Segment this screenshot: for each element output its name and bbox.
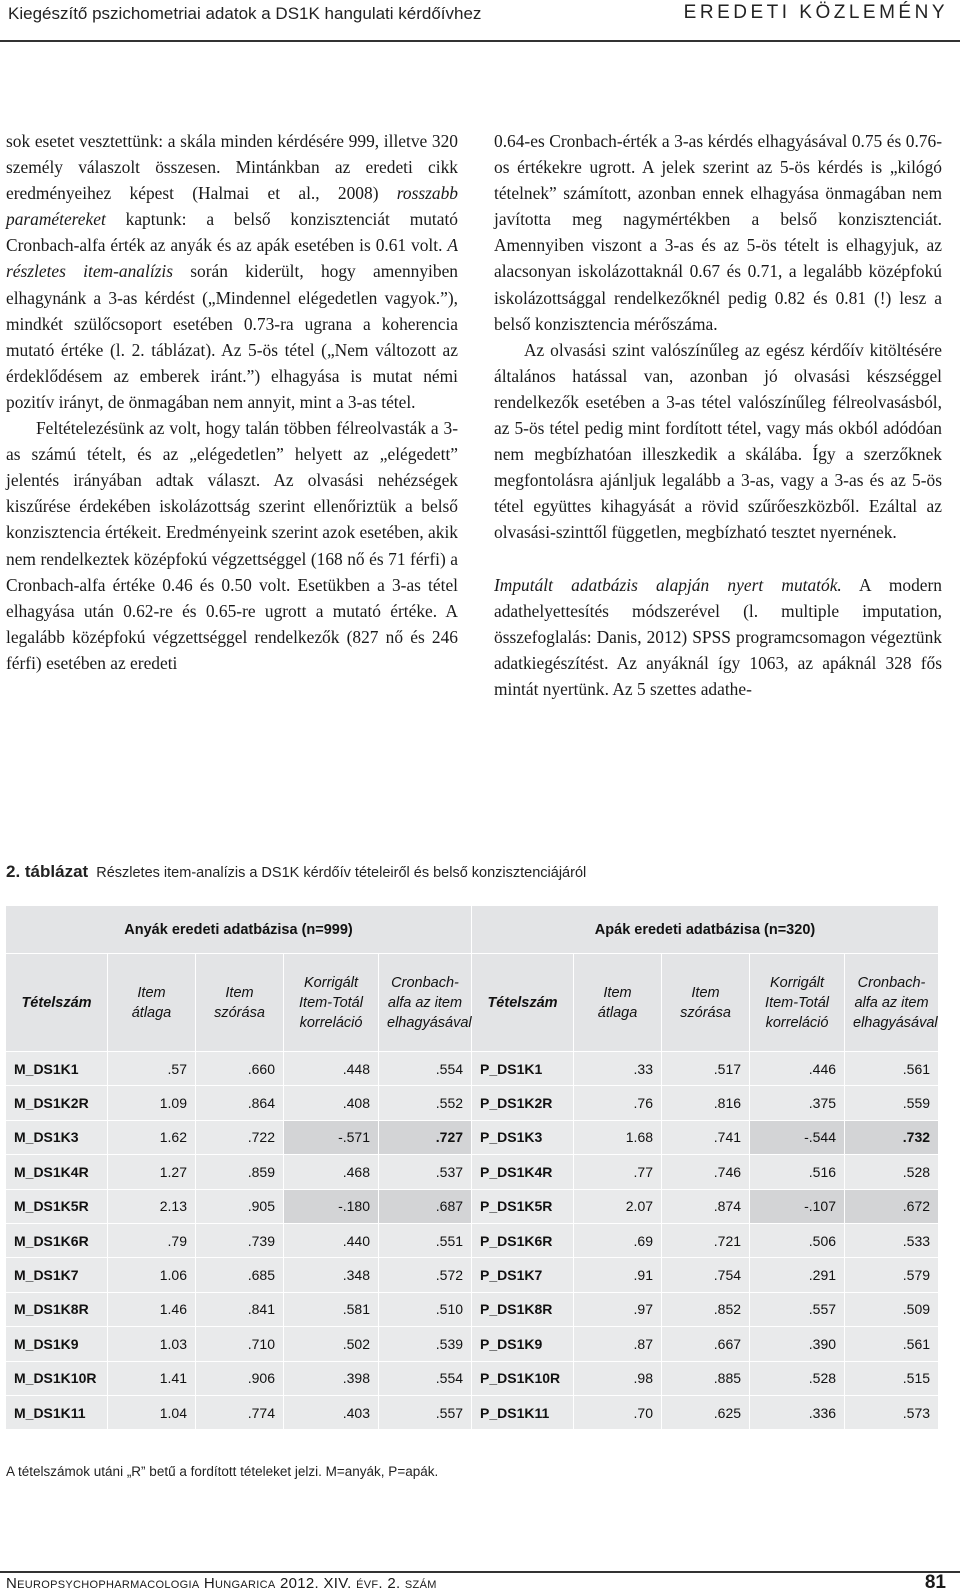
col-header-mean: Item átlaga — [108, 954, 196, 1052]
sd-cell: .746 — [662, 1155, 750, 1189]
table-row — [6, 1292, 939, 1326]
mean-cell: .33 — [574, 1052, 662, 1086]
alpha-cell: .687 — [379, 1189, 472, 1223]
right-paragraph-1: 0.64-es Cronbach-érték a 3-as kérdés elhagyásával 0.75 és 0.76-os értékekre ugrott. A jelek szerint az 5-ös kérdés is „kilógó tételnek” számított, azonban ennek elhagyása önmagában nem javította meg nagymértékben a belső konzisztenciát. Amennyiben viszont a 3-as és az 5-ös tételt is elhagyjuk, az alacsonyan iskolázottaknál 0.67 és 0.71, a legalább középfokú iskolázottsággal rendelkezőknél pedig 0.82 és 0.81 (!) lesz a belső konzisztencia mérőszáma. — [494, 131, 942, 334]
page-footer — [0, 1560, 960, 1593]
alpha-cell: .554 — [379, 1361, 472, 1395]
mean-cell: 1.68 — [574, 1120, 662, 1154]
alpha-cell: .552 — [379, 1086, 472, 1120]
corr-cell: .291 — [750, 1258, 845, 1292]
sd-cell: .905 — [196, 1189, 284, 1223]
col-header-corr: Korrigált Item-Totál korreláció — [750, 954, 845, 1052]
table-row — [6, 1155, 939, 1189]
corr-cell: .448 — [284, 1052, 379, 1086]
mean-cell: .91 — [574, 1258, 662, 1292]
item-id-cell: M_DS1K9 — [6, 1327, 108, 1361]
item-id-cell: M_DS1K7 — [6, 1258, 108, 1292]
alpha-cell: .573 — [845, 1395, 939, 1429]
corr-cell: .398 — [284, 1361, 379, 1395]
sd-cell: .739 — [196, 1223, 284, 1257]
table-note: A tételszámok utáni „R” betű a fordított tételeket jelzi. M=anyák, P=apák. — [6, 1464, 439, 1479]
table-row — [6, 1223, 939, 1257]
alpha-cell: .537 — [379, 1155, 472, 1189]
col-header-sd: Item szórása — [662, 954, 750, 1052]
mean-cell: 1.04 — [108, 1395, 196, 1429]
table-row — [6, 1258, 939, 1292]
table-row — [6, 1395, 939, 1429]
item-id-cell: P_DS1K1 — [472, 1052, 574, 1086]
corr-cell: -.571 — [284, 1120, 379, 1154]
mean-cell: 1.09 — [108, 1086, 196, 1120]
col-header-alpha: Cronbach-alfa az item elhagyásával — [379, 954, 472, 1052]
italic-run: Imputált adatbázis alapján nyert mutatók. — [494, 574, 842, 595]
corr-cell: .502 — [284, 1327, 379, 1361]
item-analysis-table — [5, 905, 939, 1430]
alpha-cell: .528 — [845, 1155, 939, 1189]
item-id-cell: M_DS1K11 — [6, 1395, 108, 1429]
mean-cell: 2.07 — [574, 1189, 662, 1223]
corr-cell: .528 — [750, 1361, 845, 1395]
sd-cell: .852 — [662, 1292, 750, 1326]
left-paragraph-2: Feltételezésünk az volt, hogy talán többen félreolvasták a 3-as számú tételt, és az „elégedetlen” helyett az „elégedett” jelentés irányában adtak választ. Az olvasási nehézségek kiszűrése érdekében iskolázottság szerint ellenőriztük a belső konzisztencia értékeit. Eredményeink szerint azok esetében, akik nem rendelkeztek középfokú végzettséggel (168 nő és 71 férfi) a Cronbach-alfa értéke 0.46 és 0.50 volt. Esetükben a 3-as tétel elhagyása után 0.62-re és 0.65-re ugrott a mutató értéke. A legalább középfokú végzettséggel rendelkezők (827 nő és 246 férfi) esetében az eredeti — [6, 418, 458, 673]
corr-cell: .408 — [284, 1086, 379, 1120]
alpha-cell: .533 — [845, 1223, 939, 1257]
table-row — [6, 1052, 939, 1086]
page-number: 81 — [924, 1572, 946, 1593]
col-header-mean: Item átlaga — [574, 954, 662, 1052]
mean-cell: .70 — [574, 1395, 662, 1429]
alpha-cell: .510 — [379, 1292, 472, 1326]
text-run: kaptunk: a belső konzisztenciát mutató Cronbach-alfa érték az anyák és az apák esetében is 0.61 volt. — [6, 209, 458, 256]
table-number: 2. táblázat — [6, 862, 89, 881]
right-paragraph-3 — [494, 572, 942, 702]
sd-cell: .874 — [662, 1189, 750, 1223]
item-id-cell: M_DS1K3 — [6, 1120, 108, 1154]
column-header-row — [6, 954, 939, 1052]
item-id-cell: P_DS1K5R — [472, 1189, 574, 1223]
sd-cell: .625 — [662, 1395, 750, 1429]
item-id-cell: P_DS1K9 — [472, 1327, 574, 1361]
corr-cell: .557 — [750, 1292, 845, 1326]
sd-cell: .816 — [662, 1086, 750, 1120]
alpha-cell: .732 — [845, 1120, 939, 1154]
item-id-cell: M_DS1K5R — [6, 1189, 108, 1223]
left-text-column — [6, 128, 458, 676]
alpha-cell: .509 — [845, 1292, 939, 1326]
right-paragraph-2: Az olvasási szint valószínűleg az egész kérdőív kitöltésére általános hatással van, azonban jó olvasási készséggel rendelkezők esetében a 3-as tétel valószínűleg félreolvasásból, az 5-ös tétel pedig mint fordított tétel, vagy más okból adódóan nem megbízhatóan illeszkedik a skálába. Így a szerzőknek megfontolásra ajánljuk legalább a 3-as, vagy a 3-as és az 5-ös tétel együttes kihagyását a rövid szűrőeszközből. Ezáltal az olvasási-szinttől független, megbízható tesztet nyernének. — [494, 339, 942, 543]
item-id-cell: M_DS1K8R — [6, 1292, 108, 1326]
table-row — [6, 1327, 939, 1361]
mean-cell: .69 — [574, 1223, 662, 1257]
item-id-cell: P_DS1K8R — [472, 1292, 574, 1326]
mean-cell: .87 — [574, 1327, 662, 1361]
alpha-cell: .557 — [379, 1395, 472, 1429]
corr-cell: .375 — [750, 1086, 845, 1120]
item-id-cell: M_DS1K10R — [6, 1361, 108, 1395]
sd-cell: .906 — [196, 1361, 284, 1395]
sd-cell: .864 — [196, 1086, 284, 1120]
sd-cell: .685 — [196, 1258, 284, 1292]
text-run: során kiderült, hogy amennyiben elhagynánk a 3-as kérdést („Mindennel elégedetlen vagyok.”), mindkét szülőcsoport esetében 0.73-ra ugrana a koherencia mutató értéke (l. 2. táblázat). Az 5-ös tétel („Nem változott az érdeklődésem az emberek iránt.”) elhagyása is mutat némi pozitív irányt, de önmagában nem annyit, mint a 3-as tétel. — [6, 261, 458, 412]
col-header-id: Tételszám — [6, 954, 108, 1052]
corr-cell: .506 — [750, 1223, 845, 1257]
sd-cell: .722 — [196, 1120, 284, 1154]
item-id-cell: M_DS1K6R — [6, 1223, 108, 1257]
table-row — [6, 1189, 939, 1223]
corr-cell: -.180 — [284, 1189, 379, 1223]
alpha-cell: .672 — [845, 1189, 939, 1223]
item-id-cell: P_DS1K2R — [472, 1086, 574, 1120]
group-header-mothers: Anyák eredeti adatbázisa (n=999) — [6, 906, 472, 954]
corr-cell: -.544 — [750, 1120, 845, 1154]
alpha-cell: .559 — [845, 1086, 939, 1120]
col-header-sd: Item szórása — [196, 954, 284, 1052]
text-run: sok esetet vesztettünk: a skála minden kérdésére 999, illetve 320 személy válaszolt összesen. Mintánkban az eredeti cikk eredményeihez képest (Halmai et al., 2008) — [6, 131, 458, 204]
item-id-cell: P_DS1K4R — [472, 1155, 574, 1189]
mean-cell: .98 — [574, 1361, 662, 1395]
sd-cell: .710 — [196, 1327, 284, 1361]
alpha-cell: .561 — [845, 1052, 939, 1086]
table-row — [6, 1086, 939, 1120]
running-title: Kiegészítő pszichometriai adatok a DS1K hangulati kérdőívhez — [8, 4, 482, 23]
italic-run: rosszabb paramétereket — [6, 183, 458, 230]
sd-cell: .721 — [662, 1223, 750, 1257]
item-id-cell: P_DS1K11 — [472, 1395, 574, 1429]
alpha-cell: .579 — [845, 1258, 939, 1292]
item-id-cell: P_DS1K3 — [472, 1120, 574, 1154]
mean-cell: .57 — [108, 1052, 196, 1086]
sd-cell: .841 — [196, 1292, 284, 1326]
alpha-cell: .539 — [379, 1327, 472, 1361]
sd-cell: .517 — [662, 1052, 750, 1086]
sd-cell: .754 — [662, 1258, 750, 1292]
right-text-column — [494, 128, 942, 702]
left-paragraph-1 — [6, 128, 458, 415]
sd-cell: .859 — [196, 1155, 284, 1189]
mean-cell: 1.27 — [108, 1155, 196, 1189]
table-row — [6, 1120, 939, 1154]
corr-cell: .581 — [284, 1292, 379, 1326]
alpha-cell: .727 — [379, 1120, 472, 1154]
alpha-cell: .572 — [379, 1258, 472, 1292]
footer-rule — [0, 1571, 960, 1573]
corr-cell: .468 — [284, 1155, 379, 1189]
mean-cell: 1.41 — [108, 1361, 196, 1395]
item-id-cell: M_DS1K4R — [6, 1155, 108, 1189]
corr-cell: .516 — [750, 1155, 845, 1189]
section-label: EREDETI KÖZLEMÉNY — [683, 2, 948, 23]
sd-cell: .774 — [196, 1395, 284, 1429]
table-caption — [6, 862, 586, 882]
mean-cell: 2.13 — [108, 1189, 196, 1223]
sd-cell: .660 — [196, 1052, 284, 1086]
corr-cell: .446 — [750, 1052, 845, 1086]
sd-cell: .741 — [662, 1120, 750, 1154]
mean-cell: 1.03 — [108, 1327, 196, 1361]
corr-cell: .403 — [284, 1395, 379, 1429]
mean-cell: .97 — [574, 1292, 662, 1326]
alpha-cell: .551 — [379, 1223, 472, 1257]
corr-cell: .440 — [284, 1223, 379, 1257]
sd-cell: .885 — [662, 1361, 750, 1395]
mean-cell: 1.46 — [108, 1292, 196, 1326]
alpha-cell: .561 — [845, 1327, 939, 1361]
item-id-cell: P_DS1K7 — [472, 1258, 574, 1292]
mean-cell: 1.06 — [108, 1258, 196, 1292]
group-header-row — [6, 906, 939, 954]
col-header-id: Tételszám — [472, 954, 574, 1052]
item-id-cell: M_DS1K1 — [6, 1052, 108, 1086]
mean-cell: .77 — [574, 1155, 662, 1189]
corr-cell: .390 — [750, 1327, 845, 1361]
mean-cell: .79 — [108, 1223, 196, 1257]
alpha-cell: .554 — [379, 1052, 472, 1086]
col-header-alpha: Cronbach-alfa az item elhagyásával — [845, 954, 939, 1052]
sd-cell: .667 — [662, 1327, 750, 1361]
item-id-cell: P_DS1K6R — [472, 1223, 574, 1257]
corr-cell: -.107 — [750, 1189, 845, 1223]
running-header — [0, 0, 960, 42]
journal-name: Neuropsychopharmacologia Hungarica 2012. XIV. évf. 2. szám — [6, 1575, 437, 1592]
table-title: Részletes item-analízis a DS1K kérdőív tételeiről és belső konzisztenciájáról — [96, 865, 587, 881]
col-header-corr: Korrigált Item-Totál korreláció — [284, 954, 379, 1052]
table-row — [6, 1361, 939, 1395]
italic-run: A részletes item-analízis — [6, 235, 458, 282]
corr-cell: .336 — [750, 1395, 845, 1429]
mean-cell: 1.62 — [108, 1120, 196, 1154]
corr-cell: .348 — [284, 1258, 379, 1292]
mean-cell: .76 — [574, 1086, 662, 1120]
text-run: A modern adathelyettesítés módszerével (l. multiple imputation, összefoglalás: Danis, 2012) SPSS programcsomagon végeztünk adatkiegészítést. Az anyáknál így 1063, az apáknál 328 fős mintát nyertünk. Az 5 szettes adathe- — [494, 574, 942, 699]
alpha-cell: .515 — [845, 1361, 939, 1395]
item-id-cell: P_DS1K10R — [472, 1361, 574, 1395]
item-id-cell: M_DS1K2R — [6, 1086, 108, 1120]
group-header-fathers: Apák eredeti adatbázisa (n=320) — [472, 906, 939, 954]
